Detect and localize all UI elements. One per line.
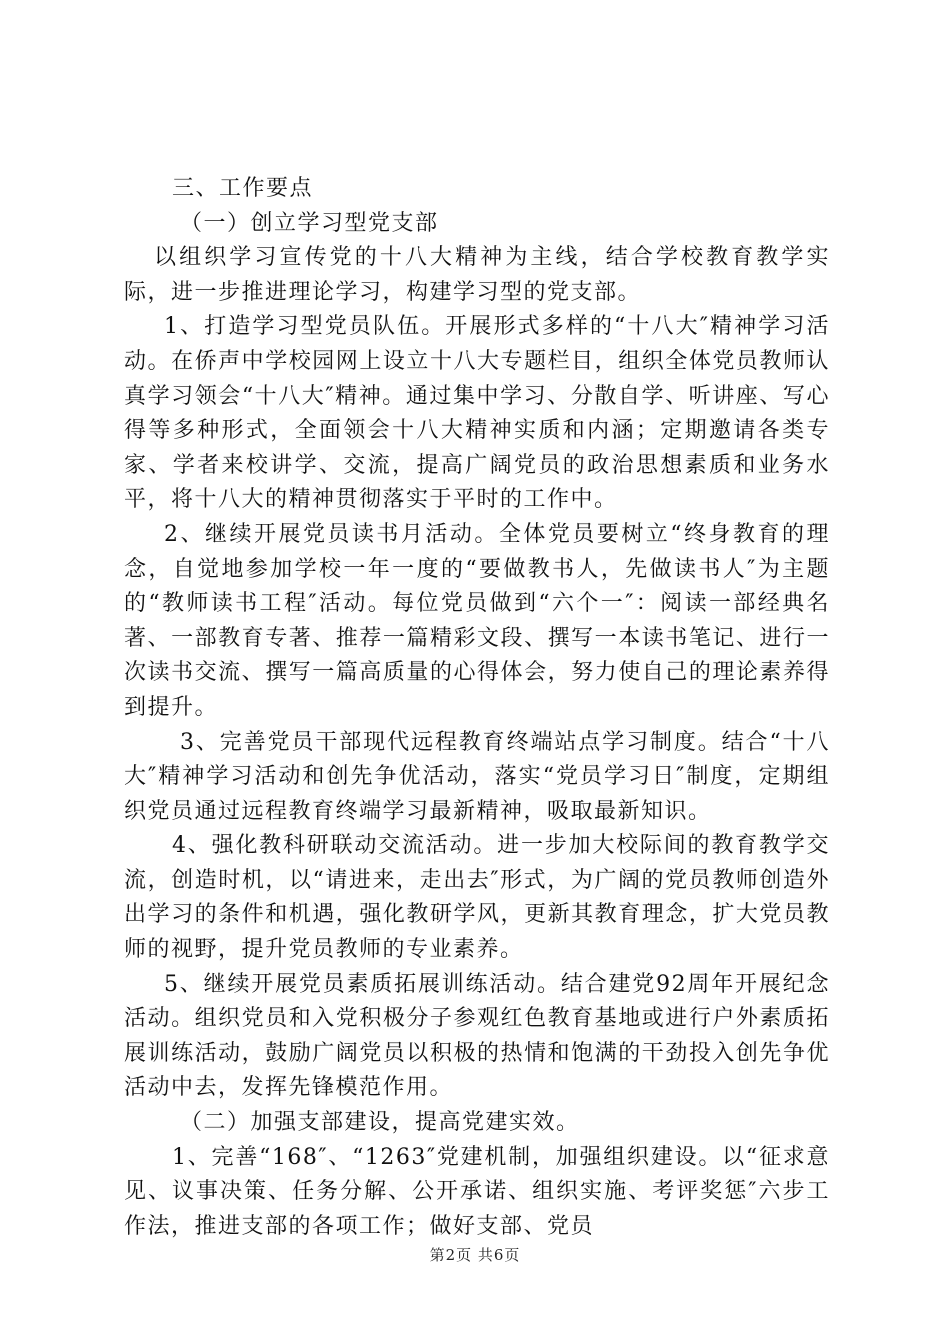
paragraph: 2、继续开展党员读书月活动。全体党员要树立“终身教育的理念，自觉地参加学校一年一度的“要做教书人，先做读书人″为主题的“教师读书工程″活动。每位党员做到“六个一″：阅读一部经典名著、一部教育专著、推荐一篇精彩文段、撰写一本读书笔记、进行一次读书交流、撰写一篇高质量的心得体会，努力使自己的理论素养得到提升。 <box>124 521 830 720</box>
page-footer: 第2页 共6页 <box>429 1246 521 1264</box>
section-heading: 三、工作要点 <box>172 176 314 201</box>
paragraph: 4、强化教科研联动交流活动。进一步加大校际间的教育教学交流，创造时机，以“请进来，走出去″形式，为广阔的党员教师创造外出学习的条件和机遇，强化教研学风，更新其教育理念，扩大党员教师的视野，提升党员教师的专业素养。 <box>124 833 830 963</box>
paragraph: 3、完善党员干部现代远程教育终端站点学习制度。结合“十八大″精神学习活动和创先争优活动，落实“党员学习日″制度，定期组织党员通过远程教育终端学习最新精神，吸取最新知识。 <box>124 729 830 824</box>
paragraph: 1、打造学习型党员队伍。开展形式多样的“十八大″精神学习活动。在侨声中学校园网上设立十八大专题栏目，组织全体党员教师认真学习领会“十八大″精神。通过集中学习、分散自学、听讲座、写心得等多种形式，全面领会十八大精神实质和内涵；定期邀请各类专家、学者来校讲学、交流，提高广阔党员的政治思想素质和业务水平，将十八大的精神贯彻落实于平时的工作中。 <box>124 314 830 513</box>
paragraph: 1、完善“168″、“1263″党建机制，加强组织建设。以“征求意见、议事决策、任务分解、公开承诺、组织实施、考评奖惩″六步工作法，推进支部的各项工作；做好支部、党员 <box>124 1144 830 1239</box>
subsection-heading: （二）加强支部建设，提高党建实效。 <box>180 1110 580 1136</box>
paragraph: 5、继续开展党员素质拓展训练活动。结合建党92周年开展纪念活动。组织党员和入党积极分子参观红色教育基地或进行户外素质拓展训练活动，鼓励广阔党员以积极的热情和饱满的干劲投入创先争优活动中去，发挥先锋模范作用。 <box>124 971 830 1101</box>
paragraph: 以组织学习宣传党的十八大精神为主线，结合学校教育教学实际，进一步推进理论学习，构建学习型的党支部。 <box>124 245 830 305</box>
subsection-heading: （一）创立学习型党支部 <box>180 210 439 236</box>
document-body <box>124 172 830 1244</box>
